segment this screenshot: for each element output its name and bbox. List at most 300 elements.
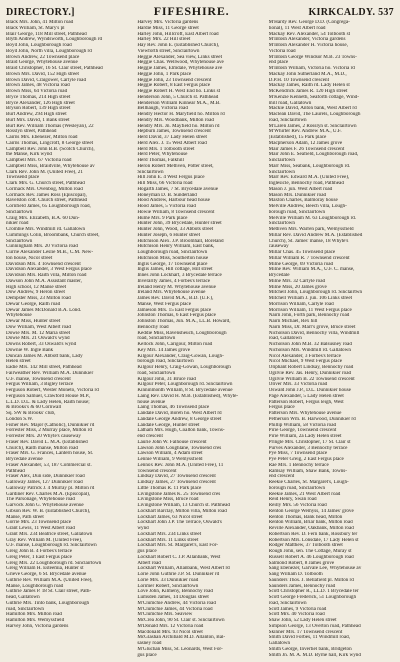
directory-entry: Pathhead (6, 468, 25, 474)
directory-entry: M'Kenzie Kenneth, Seaforth cottage, Wind- (268, 94, 359, 100)
directory-entry: Howie William, 8 Townsend crescent (137, 209, 215, 215)
directory-entry: Dewar Miss, Hunter street (6, 319, 61, 324)
directory-entry: Ogilvie Rev. Jas. Henry, Dunnikier road (268, 370, 352, 376)
directory-entry: Hunter Joseph, 6 Hunter street (137, 232, 200, 238)
directory-entry: Hutchison Miss, Southerton house (137, 255, 209, 261)
directory-entry: M'Intosh William, Victoria ho. Victoria rd (268, 66, 355, 71)
directory-entry: Lockhart Mrs. 11 Links street (137, 537, 199, 543)
directory-entry: head, Gallatown (6, 595, 40, 600)
directory-entry: Lindsay David, 27 Townsend crescent (137, 474, 216, 480)
directory-entry: road, Sinclairtown (137, 370, 176, 376)
directory-entry: Maxton Charles, Balmoray house (268, 198, 338, 204)
directory-entry: M'Clumchie Andrew, 44 Victoria road (137, 600, 216, 606)
directory-entry: Reilly Mrs. 56 Victoria road (268, 503, 327, 508)
directory-entry: M'Donald Mrs. 12 Victoria road (137, 623, 204, 629)
directory-entry: Lockhart Barclay, Milton villa, Milton road (137, 508, 227, 514)
directory-entry: Smith David Forbes, 11 Windmill road, (268, 635, 350, 641)
directory-entry: Pye Peter Greig, 2 East Fergus place (268, 457, 344, 462)
directory-entry: Heggie Alexander, Sea view, Links street (137, 54, 223, 60)
directory-entry: Gray Rev. William M. (United Free), (6, 537, 83, 543)
directory-entry: Johnston Thomas, Jun. M.A., LL.B. Howard, (137, 319, 231, 324)
directory-entry: Duncan James M. Abbott bank, Lady (6, 353, 83, 359)
directory-entry: Honeyman D. B. Sunderland (137, 192, 197, 198)
directory-entry: Heggie Chas. Wellwood, Whytehouse ave (137, 60, 224, 66)
directory-entry: Church), Raith manse, Milton road (6, 445, 78, 451)
directory-entry: Little Thomas R. 11 Park place (137, 485, 202, 491)
directory-entry: Boyd John, North villa, Loughborough rd (6, 48, 92, 54)
directory-entry: Henderson John, 5 Church st. Pathhead (137, 94, 219, 100)
directory-entry: Bennochy road (137, 324, 169, 330)
directory-entry: tional), 11 West Albert road (268, 25, 326, 31)
directory-entry: M'Clumchie James, 44 Victoria road (137, 606, 213, 612)
directory-entry: Greig Mrs. 22 Loughborough rd. Sinclairtown (6, 560, 102, 566)
directory-entry: McKendrick James R. 120 High street (268, 89, 348, 94)
directory-entry: The Parsonage, Whytehouse road (6, 497, 75, 503)
directory-entry: London S.W. (6, 416, 34, 422)
directory-entry: Sang William D. Tolbooth (268, 572, 323, 577)
directory-entry: Oliver Mrs. 33 Victoria road (268, 382, 328, 388)
directory-entry: Fraser Rev. David L. M.A. (Established (6, 439, 88, 445)
directory-entry: end crescent (137, 434, 163, 439)
directory-entry: Key Mrs. 14 James grove (137, 347, 191, 353)
directory-entry: Burt Rev. William Thomas (Wesleyan), 22 (6, 123, 94, 129)
directory-entry: Hill John E. 4 West Fergus place (137, 175, 205, 181)
directory-entry: Mair James F. 26 Townsend crescent (268, 146, 345, 152)
directory-entry: Lorimer Robert, Sinclairtown (137, 583, 199, 589)
directory-entry: Purves Alexander, 3 Bennochy terrace (268, 445, 348, 451)
directory-entry: Nairn Michael, Rex hill (268, 319, 318, 324)
directory-entry: Dowie Mrs. 21 Oswald's wynd (6, 336, 70, 342)
directory-entry: Black Mrs. John, 41 Milton road (6, 20, 74, 25)
running-header (6, 4, 394, 20)
directory-entry: Gorrie Mrs. 23 Townsend place (6, 520, 72, 526)
directory-entry: Melville Andrew, Beech villa, Lough- (268, 204, 347, 209)
directory-entry: Smith George, Invertiel bank, Bridgeton (268, 646, 352, 652)
directory-entry: Ramsay William, Shaw Bank, Towns- (268, 468, 348, 474)
directory-entry: Renton Thomas, Bank head, Milton (268, 514, 343, 520)
directory-entry: M'Gluchan Miss, St. Leonards, West For- (137, 646, 223, 652)
directory-entry: Manse, Loughborough road (6, 583, 64, 589)
directory-entry: Heggie John, 23 Townsend crescent (137, 77, 212, 83)
directory-entry: Garvock John G. Whytehouse avenue (6, 503, 84, 508)
directory-entry: Blair George, 118 Mill street, Pathhead (6, 31, 87, 37)
directory-entry: Dow Andrew, 9 Heron street (6, 290, 65, 296)
directory-entry: Robertson Rev. D. Fern bank, Rossbury ter (268, 531, 358, 537)
directory-entry: Hepburn James, Townsend crescent (137, 129, 211, 135)
directory-entry: Forrester Mrs. 20 Whyte's causeway (6, 434, 81, 439)
directory-entry: Saunders Thos. J. Bellafield pl. Milton rd (268, 577, 354, 583)
directory-entry: U.F. manse, Loughborough rd. Sinclairtown (6, 543, 97, 549)
directory-entry: Herd Alex. J. 15 West Albert road (137, 140, 207, 146)
directory-entry: Scott James, 9 Victoria road (268, 606, 327, 612)
directory-entry: M'Intosh Alexander H. Victoria house, (268, 43, 348, 48)
directory-entry: Lockhart William, Allanbank, West Albert rd (137, 566, 230, 572)
directory-entry: Fisher Rev. Major (Catholic), Dunnikier rd (6, 422, 95, 428)
directory-entry: Mair John E. Seafield, Loughborough road, (268, 152, 359, 158)
directory-entry: Dowie Mrs. M. 12 Maria street (6, 330, 71, 336)
directory-entry: Harley Mrs. 22 Hill street (137, 37, 191, 43)
directory-entry: D.P.H. 10 Townsend crescent (268, 77, 330, 83)
directory-entry: Phillip William, 58 Victoria road (268, 422, 337, 428)
directory-entry: Milne Miss, 20 James grove (268, 284, 327, 290)
directory-entry: Davidson Alexander, 3 West Fergus place (6, 267, 92, 273)
directory-entry: gus place (137, 652, 157, 658)
directory-entry: Cornfield James, 65 Loughborough road, (6, 204, 91, 209)
directory-entry: Millar Chas. 45 Townsend place (268, 250, 336, 255)
directory-entry: Heggie Robert, 8 East Fergus place (137, 83, 211, 89)
directory-entry: Clark Rev. John M. (United Free), 21 (6, 169, 83, 175)
directory-entry: Sinclairtown (6, 209, 33, 215)
directory-entry: road, Sinclairtown (268, 117, 307, 123)
directory-entry: Manse, West Fergus place (137, 301, 191, 307)
directory-entry: Hendry Hector H. Maryfield ho. Milton rd (137, 112, 225, 117)
directory-entry: Lockhart Mrs. 234 Links street (137, 531, 202, 537)
directory-entry: Bryce Thomas, 214 High street (6, 94, 71, 100)
directory-entry: Cormack Mrs. Ovenbog, Milton road (6, 186, 83, 192)
directory-entry: Inverarity James, 4 Forbes's terrace (137, 278, 211, 284)
directory-entry: (Established), 15 Park place (268, 135, 327, 140)
directory-entry: Guthrie Rev. William M.A. (United Free), (6, 577, 93, 583)
directory-entry: Kinninmonth William, 8 St. Brycedale avenue (137, 388, 233, 393)
directory-entry: Herd Peter, Whytehouse (137, 152, 188, 158)
directory-entry: Oswald John J.P., D.L. Dunnikier house (268, 388, 351, 393)
directory-entry: Cormack Rev. James Ross (Episcopal), (6, 192, 87, 198)
directory-entry: Lockhart Robert C. J.P. Allanbank, West (137, 554, 221, 560)
directory-entry: Simpson George, 13 Overton road, Pathhead (268, 623, 361, 629)
directory-entry: road, Sinclairtown (268, 600, 307, 606)
directory-entry: Reid Henry, Swan road (268, 497, 317, 503)
directory-entry: Downie W. Ingle Bank (6, 347, 54, 353)
directory-entry: Bellhaugh, Victoria road (137, 106, 188, 112)
directory-entry: Sinclairtown (268, 169, 295, 175)
header-section-label: DIRECTORY.] (6, 7, 75, 18)
directory-entry: Hardie Miss, 11 George street (137, 25, 199, 31)
directory-entry: Currie Alexander Leslie M.B., C.M. New- (6, 250, 94, 255)
directory-entry: Hunter John, 39 Brycedale, Hunter street (137, 221, 222, 227)
directory-entry: Lawson John Coughlane, Townsend cres (137, 445, 222, 451)
directory-entry: Braid George, Whytehouse avenue (6, 60, 78, 66)
directory-entry: Brown Andrew, 22 Townsend place (6, 54, 80, 60)
directory-entry: Sq. SW & Brooks' club, (6, 411, 56, 416)
directory-entry: Kilgour Peter, Loughborough rd. Sinclairtown (137, 382, 233, 388)
directory-entry: the Manse, Kirk wynd (6, 152, 52, 158)
directory-entry: Russell Robert A. 46 Loughborough road (268, 554, 354, 560)
directory-entry: Greig John B. 4 Forbes's terrace (6, 549, 73, 554)
directory-entry: Gardiner Rev. Charles M.A. (Episcopal), (6, 491, 91, 497)
directory-entry: Loughborough road, Sinclairtown (137, 250, 208, 255)
directory-entry: Smith Jn. M. A. M.D. Byrne hall, Kirk wynd (268, 652, 361, 658)
directory-entry: Hutchison Henry William, East bank, (137, 244, 215, 250)
directory-entry: Nicholson David, Bennochy villa, Windmill (268, 330, 360, 336)
directory-entry: Greig Peter, 1 East Fergus place (6, 554, 72, 560)
directory-entry: Laing Rev. David H. M.B. (Established), Whyte- (137, 393, 239, 399)
directory-entry: Hunter John, Wood, 33 Abbots street (137, 227, 214, 232)
directory-entry: Melville William M. 63 Loughborough rd. (268, 215, 357, 221)
directory-entry: Brycedale (268, 273, 290, 278)
directory-entry: Landale George Andrew, 8 George street (137, 416, 222, 422)
directory-entry: Mackay John Sutherland M.A., M.D., (268, 71, 347, 77)
directory-entry: Harvey Mrs. Victoria gardens (137, 20, 199, 25)
directory-entry: Laing Thomas, 46 Townsend place (137, 405, 210, 411)
directory-entry: Scott Mrs. 40 Victoria road (268, 612, 325, 618)
directory-entry: road, Sinclairtown (137, 336, 176, 342)
directory-entry: Sinclairtown (6, 238, 33, 244)
directory-entry: Forrester Miss, 2 Murray place, Milton rd (6, 428, 92, 434)
directory-entry: Helen street (6, 359, 31, 365)
directory-entry: Hood James, 5 Victoria road (137, 204, 196, 209)
directory-entry: Hutchison Alex. J.P. Broomhall, Boreland (137, 238, 224, 244)
directory-entry: Albert road (137, 560, 161, 566)
directory-entry: M'Laren James, 2 Rosslyn st. Sinclairtown (268, 123, 357, 129)
directory-entry: Heggie James, Elmdale, Whytehouse ave (137, 66, 223, 71)
directory-entry: Skinner Mrs. 17 Townsend crescent (268, 629, 343, 635)
directory-entry: High school, 12 Manse street (6, 284, 67, 290)
directory-entry: Guthrie Mrs. Tinto bank, Loughborough (6, 600, 90, 606)
directory-entry: Sinclairtown (268, 158, 295, 163)
directory-entry: Pringle Mrs. Christopher, 17 St. Clair st (268, 439, 351, 445)
directory-entry: Rough John, sen. The Cottage, Muray st (268, 549, 352, 554)
directory-entry: M'Intosh Alexander, Victoria gardens (268, 37, 346, 43)
directory-entry: Mason Mrs. Dunnikier road (268, 192, 327, 198)
directory-entry: Dawson John M.A. Assistant master, (6, 278, 82, 284)
directory-entry: Boyd John, Loughborough road (6, 43, 72, 48)
directory-entry: Marr Rev. Edward M.A. (United Free), (268, 175, 350, 181)
directory-entry: Henderson William Kinnear M.A., M.B. (137, 100, 221, 106)
directory-entry: Ferguson Samuel, Crawford House M.P., (6, 393, 91, 399)
directory-entry: James Rev. David M.A., B.D. (U.F.), (137, 296, 214, 301)
directory-entry: Landale George, Hunter street (137, 422, 200, 428)
directory-entry: Nicholson John M.B. 32 Balsusney road (268, 342, 352, 347)
directory-entry: Lawson William, 4 Adam street (137, 451, 203, 457)
directory-entry: Nicol Michael, 9 West Fergus place (268, 359, 343, 365)
directory-entry: Townsend crescent (137, 468, 177, 474)
directory-entry: Mitchell William J. jun. 106 Links street (268, 296, 353, 301)
directory-entry: Johnston Thomas, 6 East Fergus place (137, 313, 216, 319)
directory-entry: Pirie William, 2a Lady Helen street (268, 434, 342, 439)
directory-entry: Hendry Mrs. Jn. Mayfield ho. Milton rd (137, 123, 220, 129)
directory-entry: Mason J. jun. West Albert road (268, 186, 333, 192)
directory-entry: Kilgour Henry, Craig-Gowan, Loughborough (137, 365, 231, 370)
directory-entry: Oliphant Robert Lindsay, Bennochy road (268, 365, 354, 370)
directory-entry: Rae Mrs. 1 Bennochy terrace (268, 462, 329, 468)
directory-entry: borough road, Sinclairtown (137, 359, 194, 365)
directory-entry: Milne Mrs. 32 Carlyle road (268, 278, 326, 284)
directory-entry: Laurie John W. Falhouse crescent (137, 439, 207, 445)
directory-entry: Burt Mrs. David, 1 Bank street (6, 117, 70, 123)
directory-entry: Rosslyn street, Pathhead (6, 129, 57, 135)
directory-entry: Fergus William, 3 Bigley terrace (6, 382, 74, 388)
directory-entry: Davidson Mrs. 4 Townsend crescent (6, 261, 81, 267)
directory-entry: Cairns Thomas, Lingcroft, 8 George street (6, 140, 94, 146)
directory-entry: Grant Mrs. 234 Beatrice street, Gallatown (6, 531, 93, 537)
directory-entry: Livingstone James K. 25 Townsend cres (137, 491, 221, 497)
directory-entry: road, Gallatown (268, 336, 302, 342)
directory-entry: Kilgour Alexander, Craig-Gowan, Lough- (137, 353, 224, 359)
directory-entry: Inglis George, 17 Townsend place (137, 261, 208, 267)
directory-entry: end place (268, 60, 289, 66)
directory-entry: Hamilton Mrs. Milton road (6, 612, 62, 618)
directory-entry: Ireland Henry M. Whytehouse avenue (137, 284, 216, 290)
directory-entry: Dewar James McDonald B.A. Lond. (6, 307, 82, 313)
directory-entry: Lennox Rev. John M.A. (United Free), 11 (137, 462, 224, 468)
column-3 (269, 20, 394, 658)
directory-entry: nikier road (6, 221, 29, 227)
directory-entry: gus place (137, 549, 157, 554)
directory-entry: Braid Christopher, 16 St. Clair street, Pathhead (6, 66, 103, 71)
directory-entry: & Brooks's & 60 Cornwall (6, 405, 62, 411)
directory-entry: wynd (137, 526, 149, 531)
directory-entry: M'Whirter Rev. Andrew M.A., U.F. (268, 129, 342, 135)
directory-entry: Sinclairtown (137, 169, 164, 175)
directory-entry: Innes John Lockhart, 3 Brycedale terrace (137, 273, 222, 278)
directory-entry: Livingstone William, 13 Church st. Pathhead (137, 503, 230, 508)
directory-entry: Jamieson Mrs. 15 East Fergus place (137, 307, 212, 313)
directory-entry: Hill Miss, 66 Victoria road (137, 181, 193, 186)
directory-entry: Pirie George, Townsend crescent (268, 428, 337, 434)
directory-entry: Reville Alexander, Oakbank, Milton road (268, 526, 354, 531)
directory-entry: M'Hardy Rev. George D.D. (Congrega- (268, 20, 350, 25)
directory-entry: Gallatown (268, 641, 291, 646)
directory-entry: Heggie Robert H. West End ho. Links st (137, 89, 221, 94)
directory-entry: Grieve George, 6 St. Brycedale avenue (6, 572, 87, 577)
directory-entry: Brown Mrs. David, 152 High street (6, 71, 79, 77)
directory-entry: Landale David, Boreh ho. West Albert rd (137, 411, 222, 416)
directory-entry: Kellock John, Carigour, Milton road (137, 342, 213, 347)
directory-entry: Lockhart James, 63 Nicol street (137, 514, 203, 520)
directory-entry: Brycedale avenue (6, 457, 43, 462)
directory-entry: mill road, Gallatown (268, 100, 312, 106)
directory-entry: Milne Rev. William M.A., U.F. C. manse, (268, 267, 355, 273)
directory-entry: Craig Mrs. Elizabeth, B.A. 60 Dun- (6, 215, 80, 221)
directory-entry: Nicol Alexander, 3 Forbes's terrace (268, 353, 341, 359)
directory-entry: Harley John, Hillcroft, East Albert road (137, 31, 219, 37)
directory-entry: Brown Miss, 64 Victoria road (6, 89, 68, 94)
directory-entry: Mackay Rev. Alexander, 54 Tolbooth st (268, 31, 351, 37)
directory-entry: Livingstone Miss, Bruce road (137, 497, 199, 503)
directory-entry: Heggie John, 1 Park place (137, 71, 192, 77)
directory-entry: Fergus place (268, 405, 295, 411)
directory-entry: Mackie David, Anton bank, West Albert rd (268, 106, 357, 112)
directory-entry: McCrea John, 90 St. Clair st. Sinclairtown (137, 618, 225, 623)
directory-entry: Guthrie James P. 18 St. Clair street, Path- (6, 589, 92, 595)
directory-entry: Davidson Mrs. Raith villa, Milton road (6, 273, 87, 278)
directory-entry: Herd Thomas, Falkhill (137, 158, 184, 163)
directory-entry: Salmond Robert, 8 James grove (268, 560, 335, 566)
directory-entry: Lorie Mrs. 33 Dunnikier road (137, 577, 199, 583)
directory-entry: Maclean David, The Laurels, Loughborough (268, 112, 361, 117)
directory-entry: ton house, Nicol street (6, 255, 53, 261)
directory-entry: Morrison William, Carlyle road (268, 301, 334, 307)
directory-entry: Harvey John, Victoria gardens (6, 623, 69, 629)
directory-entry: Ogilvie William B. 22 Townsend crescent (268, 376, 355, 382)
directory-entry: borough road, Sinclairtown (268, 209, 326, 215)
directory-entry: Scott Christopher R., LL.D. 1 Brycedale ter (268, 589, 359, 595)
directory-entry: Herd Mrs. 1 Tolbooth street (137, 146, 195, 152)
directory-entry: Patterson Mrs. Whytehouse avenue (268, 411, 342, 416)
directory-entry: borough road, Sinclairtown (268, 485, 326, 491)
directory-entry: Pye Miss, 7 Townsend place (268, 451, 328, 457)
directory-entry: Bryce Alexander, 126 High street (6, 100, 75, 106)
directory-entry: M'Clumchie Mrs. Seaview (137, 612, 193, 618)
directory-entry: Whytehouse (6, 313, 32, 319)
directory-entry: Campbell Rev. John B.B. (Scotch Church), (6, 146, 95, 152)
directory-entry: Fairweather Rev. William M.A. Dunnikier (6, 370, 94, 376)
directory-entry: Brown David, Craigower, Carlyle road (6, 77, 87, 83)
directory-entry: Methven Mrs. Warren park, Wemyssfield (268, 227, 354, 232)
directory-entry: Cairns Mrs. Ebenezer, Milton road (6, 135, 78, 140)
directory-entry: Viewforth street, Sinclairtown (137, 48, 200, 54)
directory-entry: L.L.D. D.L. & Lady Helen, Raith house; (6, 399, 90, 405)
directory-entry: Renton George Wemyss, 14 James' grove (268, 508, 354, 514)
directory-entry: Dow William, West Albert road (6, 324, 72, 330)
directory-entry: Fraser Alex, Dun side, Dunnikier road (6, 474, 85, 480)
directory-entry: Grant Lewis, 11 West Albert road (6, 526, 75, 531)
directory-entry: U.F. manse, Townsend crescent (6, 376, 71, 382)
directory-entry: Fraser Mrs. G. Frances, Lantern house, St. (6, 451, 94, 457)
directory-entry: sasney road (137, 641, 162, 646)
directory-entry: Reekie James, 21 West Albert road (268, 491, 341, 497)
directory-entry: Campbell Mrs. 67 Victoria road (6, 158, 72, 163)
directory-entry: Eadie Mrs. 142 Mill street, Pathhead (6, 365, 82, 370)
directory-entry: Robertson Mrs. Lonsdale, 17 Lady Helen st (268, 537, 359, 543)
directory-entry: house avenue (137, 399, 166, 405)
directory-entry: Renton William, Briar bank, Milton road (268, 520, 353, 526)
directory-entry: Petherson Wm. B. Harwood, Dunnikier rd (268, 416, 356, 422)
directory-entry: Hamilton Mrs. Wemyssfield (6, 618, 65, 623)
directory-entry: Millar Rev. David Andrew M.A. (Established (268, 232, 363, 238)
directory-entry: Lockhart John J.P. The Terrace, Oswald's (137, 520, 222, 526)
directory-entry: Morrison William, 11 West Fergus place (268, 307, 352, 313)
directory-entry: Mitchell John, Loughborough rd. Sinclairtwn (268, 290, 363, 296)
directory-entry: Latham Mrs. Hugh, Coalton bank, Towns- (137, 428, 225, 434)
directory-entry: Macdonald Mrs. 93 Nicol street (137, 629, 203, 635)
directory-entry: Blyth Andrew, Wyndsworth, Loughborough rd (6, 37, 103, 43)
directory-entry: Burt Andrew, 294 High street (6, 112, 67, 117)
directory-entry: Kilgour John, 31 Bruce road (137, 376, 197, 382)
directory-entry: Sinclairtown (268, 221, 295, 227)
directory-entry: Crombie Mrs. Windmill rd. Gallatown (6, 227, 86, 232)
directory-entry: Milne George, 69 Victoria road (268, 261, 334, 267)
directory-entry: Mackay James, Raith rd. Lady Helen st (268, 83, 350, 89)
directory-entry: Ferguson Robert, Wester Moneto, Victoria rd (6, 388, 99, 393)
directory-entry: McGlashan Archibald M.D. Allanton, Bal- (137, 635, 226, 641)
column-2 (137, 20, 262, 658)
directory-entry: Nairn John, Forth park, Bennochy road (268, 313, 350, 319)
directory-entry: Lorie John Guthrie J.P. St. Dunnikier rd (137, 572, 220, 577)
directory-entry: Scott George Frederick, 51 Loughborough (268, 595, 357, 600)
directory-entry: Marr Miss, Seabank, Loughborough rd. (268, 163, 351, 169)
directory-entry: Hogarth James, 7 St. Brycedale avenue (137, 186, 218, 192)
directory-entry: Nairn Miss, Dr. Marr's grove, Bruce street (268, 324, 356, 330)
directory-entry: Manse, Path street (6, 514, 44, 520)
directory-entry: end crescent (268, 474, 295, 480)
directory-entry: Lumsden James, 14 Douglas street (137, 595, 209, 600)
directory-entry: Keddie Miss, Ravensheuch, Loughborough (137, 330, 227, 336)
column-1 (6, 20, 131, 658)
directory-entry: Black William, St. Mary's pl (6, 25, 65, 31)
directory-entry: Page Alexander, 5 Lady Helen street (268, 393, 344, 399)
directory-entry: Lindsay James, 27 Townsend crescent (137, 480, 216, 485)
directory-entry: Love John, Kilmeny, Bennochy road (137, 589, 213, 595)
directory-entry: Rodger Matthew, 37 Tolbooth street (268, 543, 343, 549)
directory-entry: Campbell Miss, Braidville, Whytehouse av (6, 163, 95, 169)
directory-entry: road, Sinclairtown (6, 606, 44, 612)
directory-entry: Greig William H. Esteemia, Hunter st (6, 566, 84, 572)
directory-entry: M'Intosh George Windsor M.B. 23 Towns- (268, 54, 357, 60)
directory-entry: Gibson Rev. W. B. (Established Church), (6, 508, 91, 514)
directory-entry: Church), St. James' manse, 18 Whyte's (268, 238, 349, 244)
directory-entry: Nicholson Mrs. Windmill rd. Gallatown (268, 347, 351, 353)
